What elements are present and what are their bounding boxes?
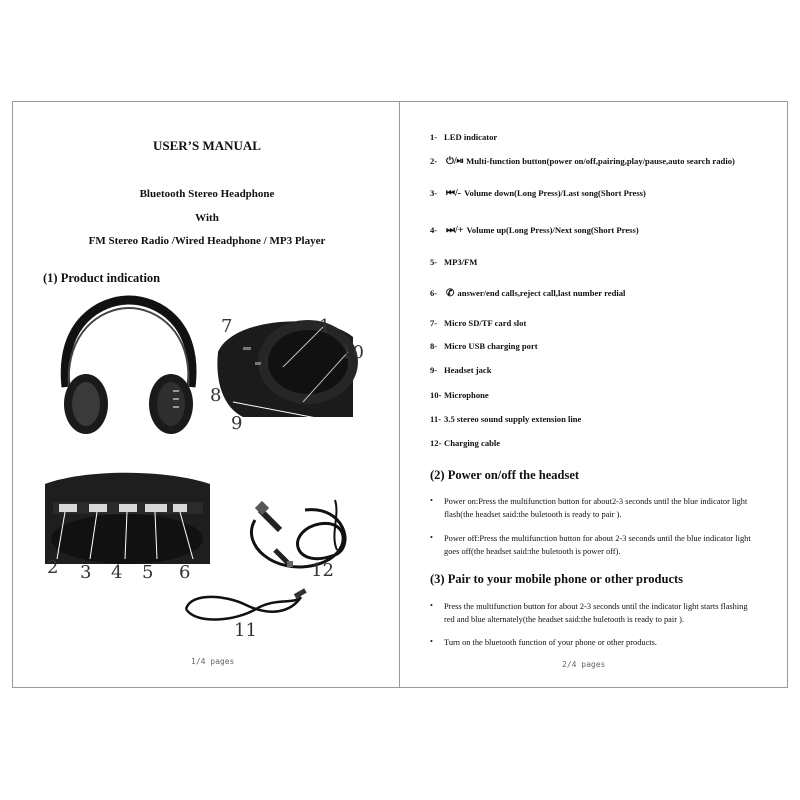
component-item-5 xyxy=(430,257,760,268)
callout-12: 12 xyxy=(311,560,334,581)
item-number: 1- xyxy=(430,132,438,142)
item-number: 2- xyxy=(430,156,438,166)
component-item-11 xyxy=(430,414,760,425)
component-item-12 xyxy=(430,438,760,449)
item-text: Charging cable xyxy=(444,438,501,448)
callout-8: 8 xyxy=(210,385,222,406)
item-text: Volume up(Long Press)/Next song(Short Press) xyxy=(466,225,639,235)
item-number: 7- xyxy=(430,318,438,328)
bullet-dot: • xyxy=(430,601,433,610)
item-number: 11- xyxy=(430,414,441,424)
callout-10: 10 xyxy=(341,342,364,363)
item-text: LED indicator xyxy=(444,132,498,142)
page-footer-2: 2/4 pages xyxy=(562,660,606,669)
section-heading-power: (2) Power on/off the headset xyxy=(430,468,580,482)
item-number: 10- xyxy=(430,390,442,400)
bullet-dot: • xyxy=(430,637,433,646)
component-item-2 xyxy=(430,156,760,167)
section-heading-product-indication: (1) Product indication xyxy=(43,271,161,285)
button-symbol-icon: ⏻/⏯ xyxy=(446,156,464,167)
callout-6: 6 xyxy=(179,562,191,583)
callout-1: 1 xyxy=(319,316,331,337)
button-symbol-icon: ⏮/- xyxy=(446,188,462,199)
item-text: Volume down(Long Press)/Last song(Short Press) xyxy=(464,188,646,198)
component-item-3 xyxy=(430,188,760,199)
earcup-side-photo xyxy=(213,307,373,427)
item-text: MP3/FM xyxy=(444,257,478,267)
charging-cable-photo xyxy=(235,495,365,580)
item-number: 8- xyxy=(430,341,438,351)
item-text: answer/end calls,reject call,last number redial xyxy=(457,288,626,298)
headphone-front-photo xyxy=(41,292,216,442)
subtitle-line-3: FM Stereo Radio /Wired Headphone / MP3 Player xyxy=(88,235,326,247)
component-item-6 xyxy=(430,288,760,299)
item-number: 12- xyxy=(430,438,442,448)
manual-page-1 xyxy=(12,101,400,688)
manual-page-2: 1- LED indicator 2- ⏻/⏯ Multi-function button(power on/off,pairing,play/pause,auto search radio) 3- ⏮/- Volume down(Long Press)/Last song(Short Press) 4- ⏭/+ Volume up(Long Press)/Next song(Short Press) 5- MP3/FM 6- ✆ answer/end calls,reject call,last number redial 7- Micro SD/TF card slot 8- Micro USB charging port 9- Headset jack 10- Microphone 11- 3.5 stereo sound supply extension line 12- Charging cable (2) Power on/off the headset • Power on:Press the multifunction button for about2-3 seconds until the blue indicator light flash(the headset said:the buletooth is ready to pair ). • Power off:Press the multifunction button for about 2-3 seconds until the blue indicator light goes off(the headset said:the buletooth is power off). (3) Pair to your mobile phone or other products • Press the multifunction button for about 2-3 seconds until the indicator light starts flashing red and blue alternately(the headset said:the buletooth is ready to pair ). • Turn on the bluetooth function of your phone or other products. 2/4 pages xyxy=(399,101,788,688)
section-heading-pair: (3) Pair to your mobile phone or other products xyxy=(430,572,684,586)
button-symbol-icon: ✆ xyxy=(446,288,455,299)
item-text: Micro SD/TF card slot xyxy=(444,318,527,328)
component-item-8 xyxy=(430,341,760,352)
item-text: Micro USB charging port xyxy=(444,341,538,351)
component-item-9 xyxy=(430,365,760,376)
earcup-buttons-photo xyxy=(45,464,210,564)
item-number: 5- xyxy=(430,257,438,267)
callout-11: 11 xyxy=(234,620,257,641)
component-item-4 xyxy=(430,225,760,236)
bullet-dot: • xyxy=(430,533,433,542)
page-footer-1: 1/4 pages xyxy=(191,657,235,666)
manual-title: USER’S MANUAL xyxy=(153,138,261,153)
item-number: 6- xyxy=(430,288,438,298)
callout-9: 9 xyxy=(231,413,243,434)
bullet-dot: • xyxy=(430,496,433,505)
callout-4: 4 xyxy=(111,562,123,583)
item-text: Microphone xyxy=(444,390,489,400)
item-number: 9- xyxy=(430,365,438,375)
item-number: 4- xyxy=(430,225,438,235)
callout-2: 2 xyxy=(47,557,59,578)
item-text: 3.5 stereo sound supply extension line xyxy=(444,414,582,424)
component-item-10 xyxy=(430,390,760,401)
item-number: 3- xyxy=(430,188,438,198)
item-text: Headset jack xyxy=(444,365,492,375)
button-symbol-icon: ⏭/+ xyxy=(446,225,464,236)
callout-3: 3 xyxy=(80,562,92,583)
subtitle-line-2: With xyxy=(195,212,219,224)
subtitle-line-1: Bluetooth Stereo Headphone xyxy=(139,188,275,200)
callout-5: 5 xyxy=(142,562,154,583)
component-item-1 xyxy=(430,132,760,143)
component-item-7 xyxy=(430,318,760,329)
callout-7: 7 xyxy=(221,316,233,337)
item-text: Multi-function button(power on/off,pairing,play/pause,auto search radio) xyxy=(466,156,735,166)
